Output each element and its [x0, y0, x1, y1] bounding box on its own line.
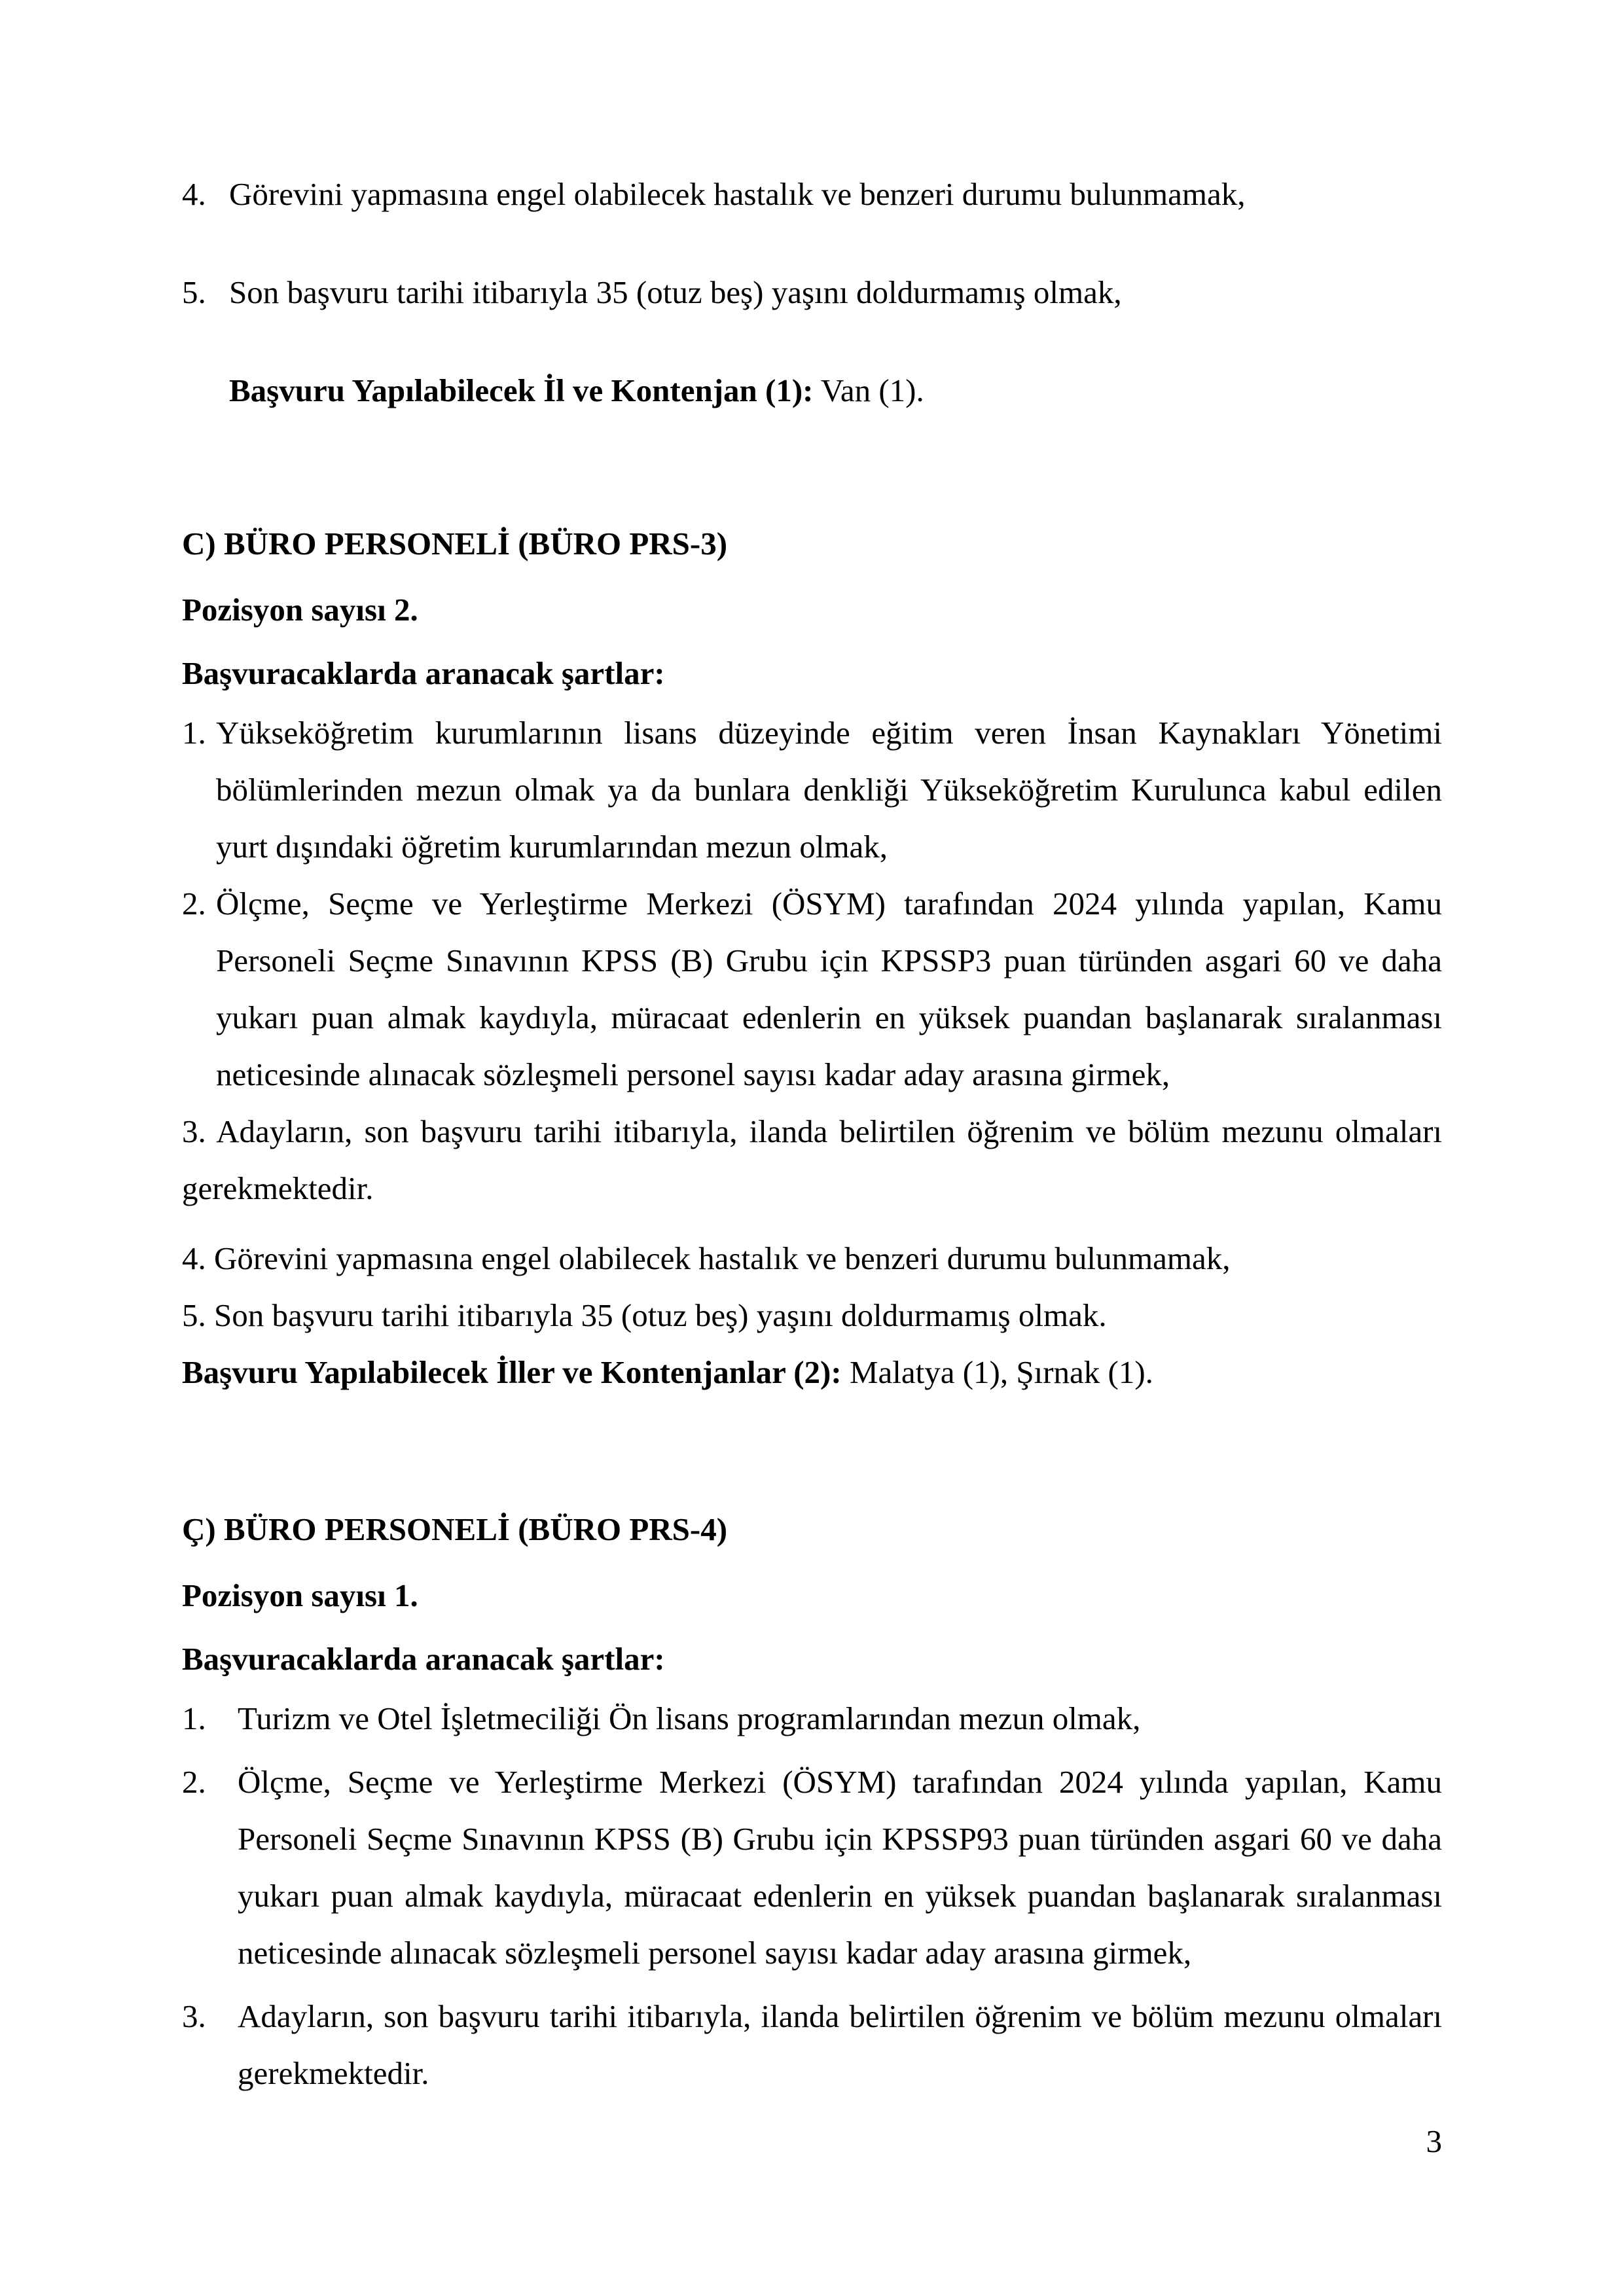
item-text: Adayların, son başvuru tarihi itibarıyla, ilanda belirtilen öğrenim ve bölüm mezunu olmaları gerekmektedir. — [182, 1113, 1442, 1206]
section-c-item-2 — [182, 875, 1442, 1103]
item-number: 5. — [182, 1297, 206, 1333]
quota-label: Başvuru Yapılabilecek İl ve Kontenjan (1): — [229, 372, 814, 408]
list-item-5 — [182, 264, 1442, 321]
page-number-value: 3 — [1426, 2123, 1442, 2159]
section-cedilla-position-count: Pozisyon sayısı 1. — [182, 1577, 418, 1613]
item-text: Son başvuru tarihi itibarıyla 35 (otuz beş) yaşını doldurmamış olmak, — [229, 274, 1122, 310]
section-c-title: C) BÜRO PERSONELİ (BÜRO PRS-3) — [182, 526, 728, 562]
item-number: 5. — [182, 274, 206, 310]
section-cedilla-item-3 — [182, 1988, 1442, 2102]
item-text: Ölçme, Seçme ve Yerleştirme Merkezi (ÖSYM) tarafından 2024 yılında yapılan, Kamu Personeli Seçme Sınavının KPSS (B) Grubu için KPSSP93 puan türünden asgari 60 ve daha yukarı puan almak kaydıyla, müracaat edenlerin en yüksek puandan başlanarak sıralanması neticesinde alınacak sözleşmeli personel sayısı kadar aday arasına girmek, — [238, 1764, 1442, 1971]
item-number: 3. — [182, 1998, 206, 2034]
quota-label: Başvuru Yapılabilecek İller ve Kontenjanlar (2): — [182, 1354, 842, 1390]
item-number: 2. — [182, 1764, 206, 1800]
section-cedilla-item-2 — [182, 1753, 1442, 1981]
page-number — [182, 2113, 1442, 2170]
item-number: 3. — [182, 1113, 206, 1149]
quota-value: Van (1). — [820, 372, 924, 408]
section-cedilla-item-1 — [182, 1690, 1442, 1747]
item-text: Görevini yapmasına engel olabilecek hastalık ve benzeri durumu bulunmamak, — [214, 1240, 1231, 1276]
item-number: 1. — [182, 1700, 206, 1736]
item-text: Son başvuru tarihi itibarıyla 35 (otuz beş) yaşını doldurmamış olmak. — [214, 1297, 1107, 1333]
section-c-position-count: Pozisyon sayısı 2. — [182, 592, 418, 628]
item-text: Ölçme, Seçme ve Yerleştirme Merkezi (ÖSYM) tarafından 2024 yılında yapılan, Kamu Personeli Seçme Sınavının KPSS (B) Grubu için KPSSP3 puan türünden asgari 60 ve daha yukarı puan almak kaydıyla, müracaat edenlerin en yüksek puandan başlanarak sıralanması neticesinde alınacak sözleşmeli personel sayısı kadar aday arasına girmek, — [216, 886, 1442, 1092]
quota-line-malatya-sirnak — [182, 1344, 1442, 1401]
item-text: Adayların, son başvuru tarihi itibarıyla, ilanda belirtilen öğrenim ve bölüm mezunu olmaları gerekmektedir. — [238, 1998, 1442, 2091]
section-c-item-1 — [182, 704, 1442, 875]
item-number: 2. — [182, 886, 206, 922]
item-text: Turizm ve Otel İşletmeciliği Ön lisans programlarından mezun olmak, — [238, 1700, 1141, 1736]
section-cedilla-title: Ç) BÜRO PERSONELİ (BÜRO PRS-4) — [182, 1511, 728, 1547]
item-text: Yükseköğretim kurumlarının lisans düzeyinde eğitim veren İnsan Kaynakları Yönetimi bölümlerinden mezun olmak ya da bunlara denkliği Yükseköğretim Kurulunca kabul edilen yurt dışındaki öğretim kurumlarından mezun olmak, — [216, 715, 1442, 865]
quota-value: Malatya (1), Şırnak (1). — [849, 1354, 1153, 1390]
item-number: 4. — [182, 1240, 206, 1276]
item-number: 4. — [182, 176, 206, 212]
list-item-4 — [182, 166, 1442, 223]
section-c-item-3 — [182, 1103, 1442, 1217]
item-text: Görevini yapmasına engel olabilecek hastalık ve benzeri durumu bulunmamak, — [229, 176, 1246, 212]
quota-line-van — [182, 362, 1442, 419]
item-number: 1. — [182, 715, 206, 751]
section-cedilla-requirements-heading: Başvuracaklarda aranacak şartlar: — [182, 1641, 665, 1677]
section-c-requirements-heading: Başvuracaklarda aranacak şartlar: — [182, 655, 665, 691]
section-c-item-4 — [182, 1230, 1442, 1287]
section-c-item-5 — [182, 1287, 1442, 1344]
